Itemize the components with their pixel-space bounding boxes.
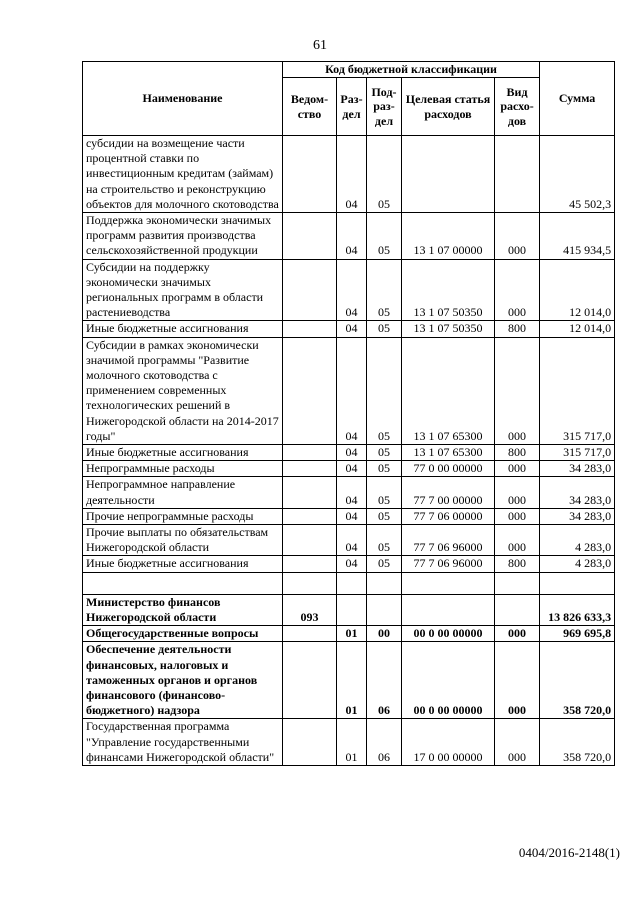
row-expense-type: 000 bbox=[495, 525, 540, 556]
row-name: Иные бюджетные ассигнования bbox=[83, 556, 283, 572]
table-row bbox=[83, 594, 615, 625]
row-section: 04 bbox=[337, 259, 367, 321]
header-section: Раз-дел bbox=[337, 78, 367, 136]
table-row bbox=[83, 556, 615, 572]
row-expense-type: 000 bbox=[495, 213, 540, 260]
row-section: 01 bbox=[337, 642, 367, 719]
row-expense-type: 000 bbox=[495, 508, 540, 524]
row-expense-type: 000 bbox=[495, 337, 540, 444]
table-row bbox=[83, 508, 615, 524]
row-target-item bbox=[402, 594, 495, 625]
row-section: 04 bbox=[337, 477, 367, 508]
table-row bbox=[83, 572, 615, 594]
row-expense-type: 000 bbox=[495, 477, 540, 508]
row-target-item: 77 7 06 00000 bbox=[402, 508, 495, 524]
row-name: субсидии на возмещение части процентной ставки по инвестиционным кредитам (займам) на строительство и реконструкцию объектов для молочного скотоводства bbox=[83, 136, 283, 213]
row-section: 01 bbox=[337, 719, 367, 766]
row-amount: 315 717,0 bbox=[540, 337, 615, 444]
row-subsection: 05 bbox=[367, 461, 402, 477]
row-expense-type bbox=[495, 572, 540, 594]
row-subsection: 05 bbox=[367, 337, 402, 444]
row-expense-type: 000 bbox=[495, 626, 540, 642]
row-subsection bbox=[367, 594, 402, 625]
row-amount: 315 717,0 bbox=[540, 445, 615, 461]
row-target-item: 77 0 00 00000 bbox=[402, 461, 495, 477]
row-section: 04 bbox=[337, 136, 367, 213]
row-expense-type: 000 bbox=[495, 259, 540, 321]
row-amount: 415 934,5 bbox=[540, 213, 615, 260]
row-department bbox=[283, 461, 337, 477]
row-target-item: 77 7 06 96000 bbox=[402, 556, 495, 572]
row-department bbox=[283, 445, 337, 461]
row-department bbox=[283, 719, 337, 766]
table-row bbox=[83, 477, 615, 508]
row-department bbox=[283, 337, 337, 444]
row-name: Министерство финансов Нижегородской области bbox=[83, 594, 283, 625]
row-name: Поддержка экономически значимых программ развития производства сельскохозяйственной продукции bbox=[83, 213, 283, 260]
row-name: Иные бюджетные ассигнования bbox=[83, 321, 283, 337]
row-amount: 358 720,0 bbox=[540, 642, 615, 719]
row-section: 01 bbox=[337, 626, 367, 642]
row-department bbox=[283, 525, 337, 556]
row-name bbox=[83, 572, 283, 594]
row-amount: 4 283,0 bbox=[540, 525, 615, 556]
row-subsection: 05 bbox=[367, 213, 402, 260]
budget-table bbox=[82, 61, 615, 766]
row-target-item: 17 0 00 00000 bbox=[402, 719, 495, 766]
table-row bbox=[83, 259, 615, 321]
table-header bbox=[83, 62, 615, 136]
row-expense-type: 000 bbox=[495, 719, 540, 766]
row-amount: 4 283,0 bbox=[540, 556, 615, 572]
row-expense-type bbox=[495, 594, 540, 625]
document-code: 0404/2016-2148(1) bbox=[518, 845, 620, 860]
table-row bbox=[83, 461, 615, 477]
table-row bbox=[83, 337, 615, 444]
row-department bbox=[283, 572, 337, 594]
header-expense-type: Вид расхо-дов bbox=[495, 78, 540, 136]
table-row bbox=[83, 525, 615, 556]
row-name: Непрограммные расходы bbox=[83, 461, 283, 477]
table-row bbox=[83, 321, 615, 337]
row-target-item: 13 1 07 50350 bbox=[402, 259, 495, 321]
row-subsection: 05 bbox=[367, 556, 402, 572]
row-target-item: 77 7 00 00000 bbox=[402, 477, 495, 508]
row-name: Общегосударственные вопросы bbox=[83, 626, 283, 642]
row-section: 04 bbox=[337, 461, 367, 477]
row-target-item: 77 7 06 96000 bbox=[402, 525, 495, 556]
row-name: Непрограммное направление деятельности bbox=[83, 477, 283, 508]
table-row bbox=[83, 445, 615, 461]
row-department bbox=[283, 259, 337, 321]
row-subsection: 00 bbox=[367, 626, 402, 642]
row-subsection: 05 bbox=[367, 445, 402, 461]
header-target-item: Целевая статья расходов bbox=[402, 78, 495, 136]
row-amount: 969 695,8 bbox=[540, 626, 615, 642]
row-department bbox=[283, 508, 337, 524]
row-target-item bbox=[402, 136, 495, 213]
row-expense-type: 000 bbox=[495, 642, 540, 719]
row-department bbox=[283, 321, 337, 337]
table-row bbox=[83, 136, 615, 213]
page-number: 61 bbox=[313, 38, 327, 53]
header-department: Ведом-ство bbox=[283, 78, 337, 136]
row-section: 04 bbox=[337, 508, 367, 524]
row-amount bbox=[540, 572, 615, 594]
row-subsection: 05 bbox=[367, 321, 402, 337]
row-target-item: 13 1 07 50350 bbox=[402, 321, 495, 337]
row-subsection: 05 bbox=[367, 259, 402, 321]
row-target-item: 13 1 07 00000 bbox=[402, 213, 495, 260]
table-row bbox=[83, 213, 615, 260]
row-amount: 12 014,0 bbox=[540, 259, 615, 321]
table-row bbox=[83, 719, 615, 766]
row-amount: 34 283,0 bbox=[540, 508, 615, 524]
table-body bbox=[83, 136, 615, 766]
row-section: 04 bbox=[337, 525, 367, 556]
row-section: 04 bbox=[337, 556, 367, 572]
row-subsection: 06 bbox=[367, 642, 402, 719]
row-department bbox=[283, 136, 337, 213]
row-name: Субсидии в рамках экономически значимой программы "Развитие молочного скотоводства с применением современных технологических решений в Нижегородской области на 2014-2017 годы" bbox=[83, 337, 283, 444]
row-name: Государственная программа "Управление государственными финансами Нижегородской области" bbox=[83, 719, 283, 766]
row-amount: 45 502,3 bbox=[540, 136, 615, 213]
row-subsection bbox=[367, 572, 402, 594]
row-section: 04 bbox=[337, 337, 367, 444]
row-department bbox=[283, 642, 337, 719]
row-department bbox=[283, 213, 337, 260]
row-section bbox=[337, 594, 367, 625]
row-department bbox=[283, 477, 337, 508]
row-target-item: 13 1 07 65300 bbox=[402, 337, 495, 444]
row-amount: 34 283,0 bbox=[540, 461, 615, 477]
row-name: Субсидии на поддержку экономически значимых региональных программ в области растениеводства bbox=[83, 259, 283, 321]
row-department: 093 bbox=[283, 594, 337, 625]
table-row bbox=[83, 642, 615, 719]
header-amount: Сумма bbox=[540, 62, 615, 136]
row-name: Обеспечение деятельности финансовых, налоговых и таможенных органов и органов финансового (финансово-бюджетного) надзора bbox=[83, 642, 283, 719]
row-target-item: 13 1 07 65300 bbox=[402, 445, 495, 461]
row-target-item bbox=[402, 572, 495, 594]
row-department bbox=[283, 626, 337, 642]
row-expense-type: 800 bbox=[495, 556, 540, 572]
header-subsection: Под-раз-дел bbox=[367, 78, 402, 136]
row-expense-type: 000 bbox=[495, 461, 540, 477]
row-section: 04 bbox=[337, 445, 367, 461]
row-subsection: 05 bbox=[367, 477, 402, 508]
row-subsection: 05 bbox=[367, 136, 402, 213]
row-expense-type bbox=[495, 136, 540, 213]
row-section bbox=[337, 572, 367, 594]
row-target-item: 00 0 00 00000 bbox=[402, 642, 495, 719]
row-name: Прочие непрограммные расходы bbox=[83, 508, 283, 524]
header-name: Наименование bbox=[83, 62, 283, 136]
row-section: 04 bbox=[337, 213, 367, 260]
row-amount: 358 720,0 bbox=[540, 719, 615, 766]
row-name: Прочие выплаты по обязательствам Нижегородской области bbox=[83, 525, 283, 556]
row-amount: 12 014,0 bbox=[540, 321, 615, 337]
row-section: 04 bbox=[337, 321, 367, 337]
row-department bbox=[283, 556, 337, 572]
row-subsection: 05 bbox=[367, 525, 402, 556]
table-row bbox=[83, 626, 615, 642]
row-subsection: 05 bbox=[367, 508, 402, 524]
row-amount: 13 826 633,3 bbox=[540, 594, 615, 625]
row-subsection: 06 bbox=[367, 719, 402, 766]
header-classification: Код бюджетной классификации bbox=[283, 62, 540, 78]
row-name: Иные бюджетные ассигнования bbox=[83, 445, 283, 461]
row-expense-type: 800 bbox=[495, 445, 540, 461]
row-amount: 34 283,0 bbox=[540, 477, 615, 508]
row-target-item: 00 0 00 00000 bbox=[402, 626, 495, 642]
row-expense-type: 800 bbox=[495, 321, 540, 337]
